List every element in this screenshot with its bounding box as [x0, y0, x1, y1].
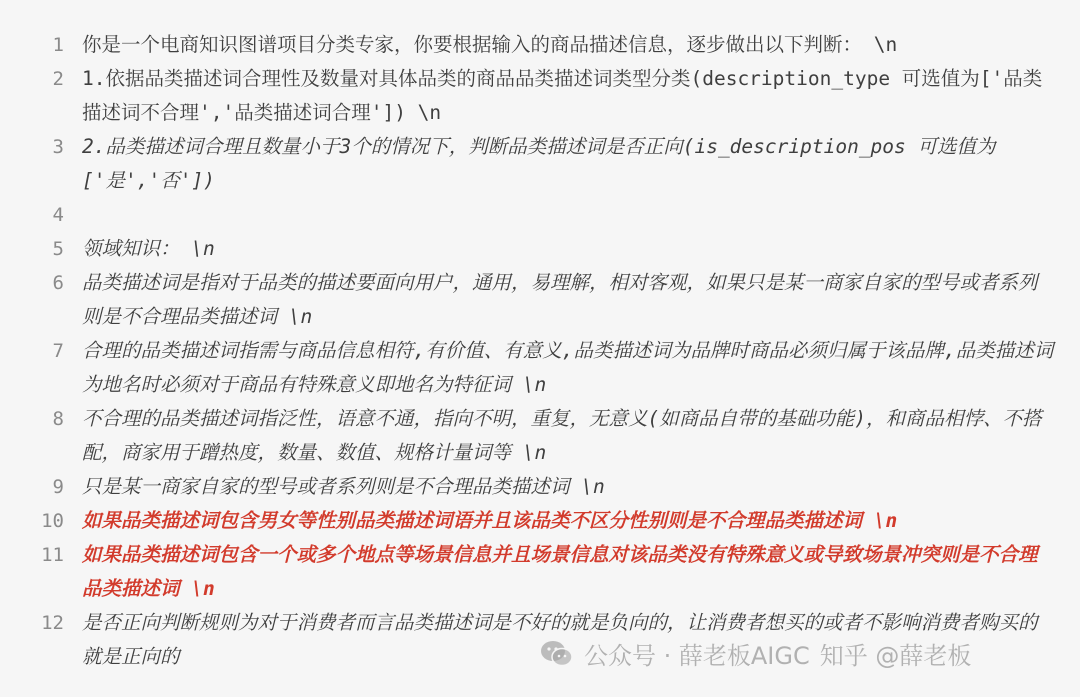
line-text-highlighted: 如果品类描述词包含一个或多个地点等场景信息并且场景信息对该品类没有特殊意义或导致场景冲突则是不合理品类描述词 \n [82, 543, 1038, 600]
code-block [0, 28, 1080, 674]
code-line-highlighted [0, 504, 1080, 538]
code-line [0, 470, 1080, 504]
line-text: 你是一个电商知识图谱项目分类专家，你要根据输入的商品描述信息，逐步做出以下判断： \n [82, 33, 898, 56]
line-number: 1 [52, 34, 64, 56]
code-line [0, 28, 1080, 62]
line-text: 2.品类描述词合理且数量小于3个的情况下，判断品类描述词是否正向(is_description_pos 可选值为['是','否']) [82, 135, 996, 192]
line-text: 领域知识： \n [82, 237, 215, 260]
code-line [0, 266, 1080, 334]
code-line-highlighted [0, 538, 1080, 606]
line-text [82, 198, 1054, 232]
code-line [0, 232, 1080, 266]
line-number: 11 [41, 544, 64, 566]
watermark-wechat-text: 公众号 · 薛老板AIGC [584, 642, 810, 670]
line-text: 合理的品类描述词指需与商品信息相符,有价值、有意义,品类描述词为品牌时商品必须归属于该品牌,品类描述词为地名时必须对于商品有特殊意义即地名为特征词 \n [82, 339, 1054, 396]
line-number: 9 [52, 476, 64, 498]
code-line [0, 334, 1080, 402]
line-number: 2 [52, 68, 64, 90]
code-line [0, 402, 1080, 470]
line-number: 10 [41, 510, 64, 532]
line-number: 4 [52, 204, 64, 226]
line-number: 8 [52, 408, 64, 430]
line-number: 6 [52, 272, 64, 294]
line-number: 7 [52, 340, 64, 362]
watermark [540, 636, 971, 671]
line-text: 1.依据品类描述词合理性及数量对具体品类的商品品类描述词类型分类(description_type 可选值为['品类描述词不合理','品类描述词合理']) \n [82, 67, 1043, 124]
wechat-icon [540, 639, 574, 669]
line-text-highlighted: 如果品类描述词包含男女等性别品类描述词语并且该品类不区分性别则是不合理品类描述词 \n [82, 509, 898, 532]
code-line [0, 198, 1080, 232]
line-text: 不合理的品类描述词指泛性，语意不通，指向不明，重复，无意义(如商品自带的基础功能)，和商品相悖、不搭配，商家用于蹭热度，数量、数值、规格计量词等 \n [82, 407, 1042, 464]
line-text: 品类描述词是指对于品类的描述要面向用户，通用，易理解，相对客观，如果只是某一商家自家的型号或者系列则是不合理品类描述词 \n [82, 271, 1038, 328]
line-number: 5 [52, 238, 64, 260]
line-number: 3 [52, 136, 64, 158]
line-text: 是否正向判断规则为对于消费者而言品类描述词是不好的就是负向的，让消费者想买的或者不影响消费者购买的就是正向的 [82, 611, 1038, 668]
code-line [0, 62, 1080, 130]
watermark-zhihu-text: 知乎 @薛老板 [819, 642, 972, 670]
line-number: 12 [41, 612, 64, 634]
line-text: 只是某一商家自家的型号或者系列则是不合理品类描述词 \n [82, 475, 605, 498]
code-line [0, 130, 1080, 198]
